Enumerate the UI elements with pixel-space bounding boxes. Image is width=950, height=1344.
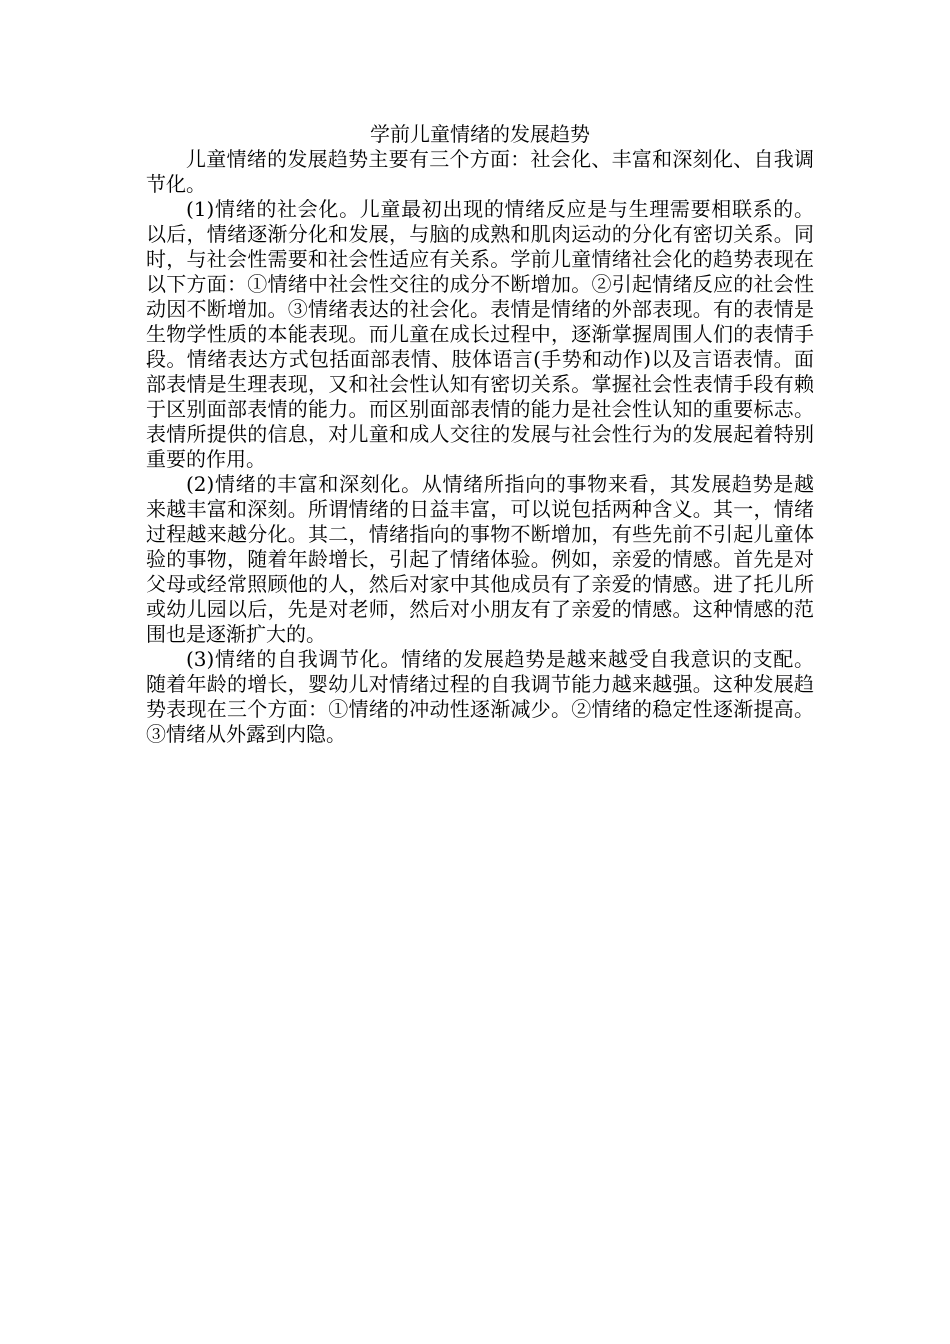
- paragraph-overview: 儿童情绪的发展趋势主要有三个方面：社会化、丰富和深刻化、自我调节化。: [146, 147, 814, 196]
- paragraph-enrichment: (2)情绪的丰富和深刻化。从情绪所指向的事物来看，其发展趋势是越来越丰富和深刻。所谓情绪的日益丰富，可以说包括两种含义。其一，情绪过程越来越分化。其二，情绪指向的事物不断增加，有些先前不引起儿童体验的事物，随着年龄增长，引起了情绪体验。例如，亲爱的情感。首先是对父母或经常照顾他的人，然后对家中其他成员有了亲爱的情感。进了托儿所或幼儿园以后，先是对老师，然后对小朋友有了亲爱的情感。这种情感的范围也是逐渐扩大的。: [146, 472, 814, 646]
- paragraph-socialization: (1)情绪的社会化。儿童最初出现的情绪反应是与生理需要相联系的。以后，情绪逐渐分化和发展，与脑的成熟和肌肉运动的分化有密切关系。同时，与社会性需要和社会性适应有关系。学前儿童情绪社会化的趋势表现在以下方面：①情绪中社会性交往的成分不断增加。②引起情绪反应的社会性动因不断增加。③情绪表达的社会化。表情是情绪的外部表现。有的表情是生物学性质的本能表现。而儿童在成长过程中，逐渐掌握周围人们的表情手段。情绪表达方式包括面部表情、肢体语言(手势和动作)以及言语表情。面部表情是生理表现，又和社会性认知有密切关系。掌握社会性表情手段有赖于区别面部表情的能力。而区别面部表情的能力是社会性认知的重要标志。表情所提供的信息，对儿童和成人交往的发展与社会性行为的发展起着特别重要的作用。: [146, 197, 814, 471]
- document-body: [146, 122, 814, 747]
- document-title: 学前儿童情绪的发展趋势: [370, 122, 590, 146]
- paragraph-self-regulation: (3)情绪的自我调节化。情绪的发展趋势是越来越受自我意识的支配。随着年龄的增长，婴幼儿对情绪过程的自我调节能力越来越强。这种发展趋势表现在三个方面：①情绪的冲动性逐渐减少。②情绪的稳定性逐渐提高。③情绪从外露到内隐。: [146, 647, 814, 746]
